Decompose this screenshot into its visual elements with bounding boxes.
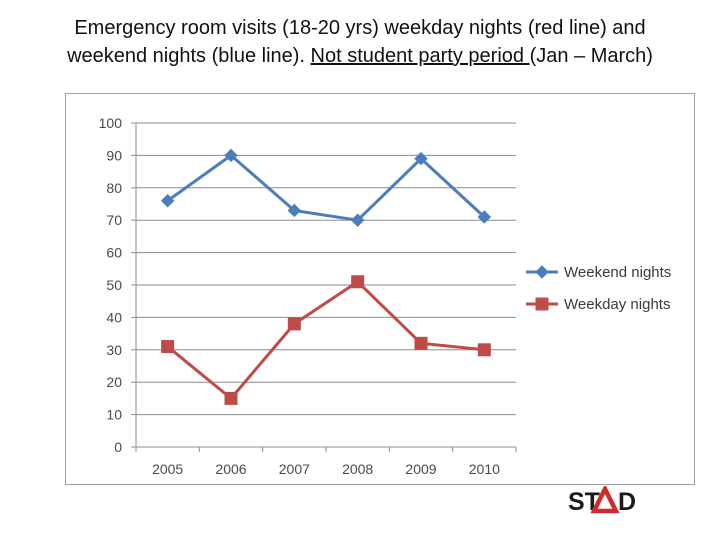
x-tick-label: 2006 — [215, 461, 247, 477]
y-tick-label: 10 — [106, 406, 122, 423]
title-line-2-end: (Jan – March) — [529, 45, 653, 67]
logo-text-right: D — [618, 488, 637, 514]
legend-weekday-nights-marker — [536, 298, 548, 310]
logo-text-left: ST — [568, 488, 600, 514]
y-tick-label: 50 — [106, 277, 122, 293]
line-chart — [66, 94, 696, 486]
weekday-nights-point — [288, 318, 300, 330]
x-tick-label: 2009 — [405, 461, 437, 477]
title-line-1: Emergency room visits (18-20 yrs) weekday nights (red line) and — [74, 17, 646, 39]
title-line-2 — [0, 42, 720, 70]
legend-weekday-nights-label: Weekday nights — [564, 296, 671, 313]
y-tick-label: 0 — [114, 439, 122, 455]
x-tick-label: 2010 — [468, 461, 500, 477]
stad-logo — [568, 486, 640, 514]
weekday-nights-point — [225, 392, 237, 404]
y-tick-label: 80 — [106, 179, 122, 196]
title-underlined-phrase: Not student party period — [310, 45, 530, 67]
chart-frame — [65, 93, 695, 485]
y-tick-label: 90 — [106, 147, 122, 164]
x-tick-label: 2005 — [152, 461, 184, 477]
y-tick-label: 30 — [106, 341, 122, 358]
y-tick-label: 100 — [98, 115, 122, 131]
x-tick-label: 2008 — [342, 461, 374, 477]
y-tick-label: 70 — [106, 212, 122, 229]
y-tick-label: 60 — [106, 244, 122, 261]
slide-title — [0, 14, 720, 70]
weekday-nights-point — [478, 344, 490, 356]
legend-weekend-nights-label: Weekend nights — [564, 264, 672, 281]
weekday-nights-point — [162, 341, 174, 353]
weekday-nights-line — [168, 282, 485, 399]
weekday-nights-point — [415, 337, 427, 349]
y-tick-label: 20 — [106, 374, 122, 391]
legend-weekend-nights-marker — [536, 266, 548, 278]
weekday-nights-point — [352, 276, 364, 288]
title-line-2-start: weekend nights (blue line). — [67, 45, 311, 67]
x-tick-label: 2007 — [278, 461, 310, 477]
y-tick-label: 40 — [106, 309, 122, 326]
